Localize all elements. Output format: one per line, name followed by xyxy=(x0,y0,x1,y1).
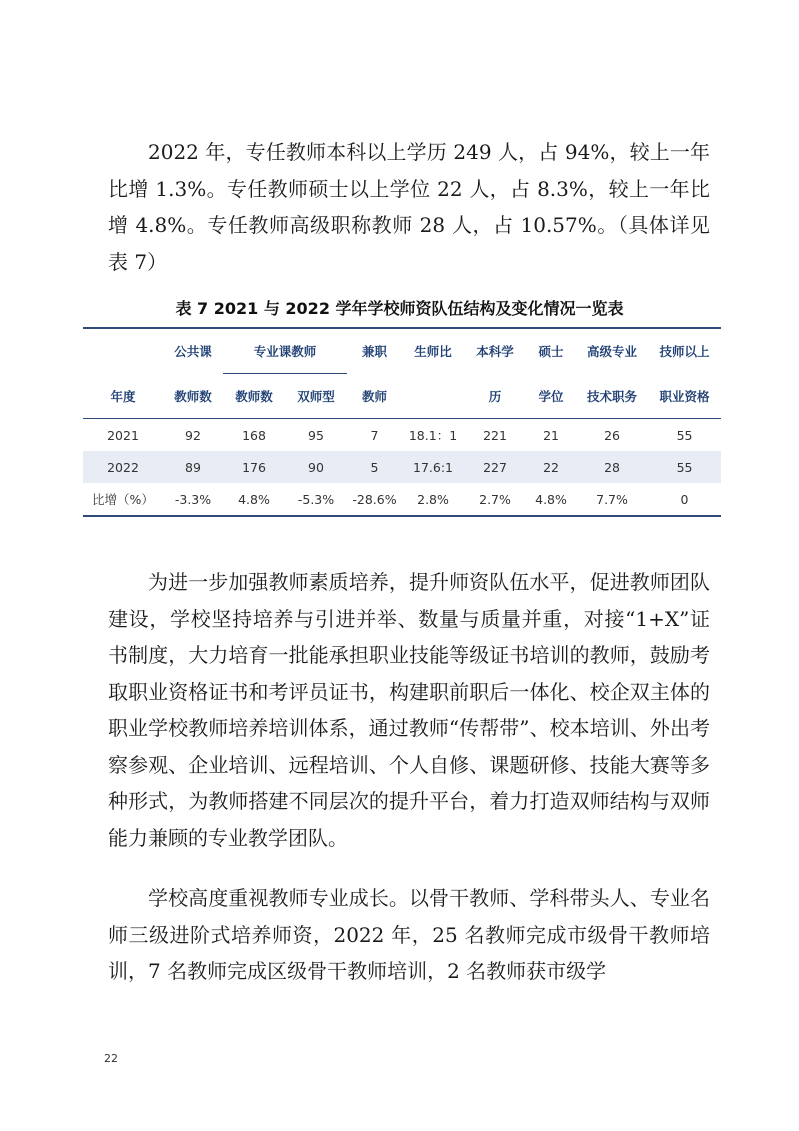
table-cell: 21 xyxy=(526,419,576,452)
table-cell: 28 xyxy=(576,451,648,483)
table-cell: 168 xyxy=(223,419,285,452)
header-technician: 技师以上 xyxy=(659,344,710,360)
table-cell: 92 xyxy=(163,419,223,452)
table-cell: 7 xyxy=(347,419,402,452)
table-cell: -5.3% xyxy=(297,491,335,507)
header-ratio-2 xyxy=(402,374,464,419)
table-cell: -3.3% xyxy=(174,491,212,507)
table-cell: 0 xyxy=(680,491,689,507)
table-cell: 89 xyxy=(163,451,223,483)
header-parttime-2: 教师 xyxy=(362,388,388,404)
table-cell: 221 xyxy=(464,419,526,452)
table-cell: -28.6% xyxy=(352,491,397,507)
header-master-2: 学位 xyxy=(538,388,564,404)
table-cell: 55 xyxy=(648,451,721,483)
table-cell: 22 xyxy=(526,451,576,483)
header-year: 年度 xyxy=(110,388,136,404)
table-caption: 表 7 2021 与 2022 学年学校师资队伍结构及变化情况一览表 xyxy=(175,299,624,318)
header-technician-2: 职业资格 xyxy=(659,388,710,404)
table-row xyxy=(83,483,721,516)
table-row xyxy=(83,419,721,452)
table-cell: 2022 xyxy=(83,451,163,483)
table-cell: 17.6:1 xyxy=(402,451,464,483)
header-bachelor-2: 历 xyxy=(488,388,502,404)
table-cell: 5 xyxy=(347,451,402,483)
table-cell: 227 xyxy=(464,451,526,483)
header-senior: 高级专业 xyxy=(587,344,638,360)
header-bachelor: 本科学 xyxy=(476,344,514,360)
header-major-teachers: 专业课教师 xyxy=(223,328,347,374)
header-year-blank xyxy=(83,328,163,374)
table-cell: 176 xyxy=(223,451,285,483)
page-number: 22 xyxy=(104,1052,118,1065)
header-senior-2: 技术职务 xyxy=(587,388,638,404)
header-public: 公共课 xyxy=(174,344,212,360)
header-double-qualified: 双师型 xyxy=(285,374,347,419)
table-cell: 2021 xyxy=(83,419,163,452)
table-cell: 26 xyxy=(576,419,648,452)
header-master: 硕士 xyxy=(538,344,564,360)
table-cell: 2.8% xyxy=(417,491,449,507)
table-cell: 比增（%） xyxy=(92,492,154,507)
header-major-count: 教师数 xyxy=(223,374,285,419)
header-ratio: 生师比 xyxy=(414,344,452,360)
paragraph-teacher-development: 为进一步加强教师素质培养，提升师资队伍水平，促进教师团队建设，学校坚持培养与引进并举、数量与质量并重，对接“1+X”证书制度，大力培育一批能承担职业技能等级证书培训的教师，鼓励考取职业资格证书和考评员证书，构建职前职后一体化、校企双主体的职业学校教师培养培训体系，通过教师“传帮带”、校本培训、外出考察参观、企业培训、远程培训、个人自修、课题研修、技能大赛等多种形式，为教师搭建不同层次的提升平台，着力打造双师结构与双师能力兼顾的专业教学团队。 xyxy=(108,570,710,850)
table-cell: 90 xyxy=(285,451,347,483)
table-cell: 55 xyxy=(648,419,721,452)
paragraph-professional-growth: 学校高度重视教师专业成长。以骨干教师、学科带头人、专业名师三级进阶式培养师资，2022 年，25 名教师完成市级骨干教师培训，7 名教师完成区级骨干教师培训，2 名教师获市级学 xyxy=(108,886,710,983)
header-public-count: 教师数 xyxy=(174,388,212,404)
table-cell: 4.8% xyxy=(238,491,270,507)
faculty-structure-table xyxy=(83,327,721,517)
table-row xyxy=(83,451,721,483)
paragraph-teacher-qualifications: 2022 年，专任教师本科以上学历 249 人，占 94%，较上一年比增 1.3%。专任教师硕士以上学位 22 人，占 8.3%，较上一年比增 4.8%。专任教师高级职称教师 28 人，占 10.57%。（具体详见表 7） xyxy=(108,140,710,274)
table-cell: 7.7% xyxy=(596,491,628,507)
table-cell: 18.1：1 xyxy=(402,419,464,452)
table-cell: 2.7% xyxy=(479,491,511,507)
table-cell: 4.8% xyxy=(535,491,567,507)
header-parttime: 兼职 xyxy=(362,344,388,360)
table-cell: 95 xyxy=(285,419,347,452)
